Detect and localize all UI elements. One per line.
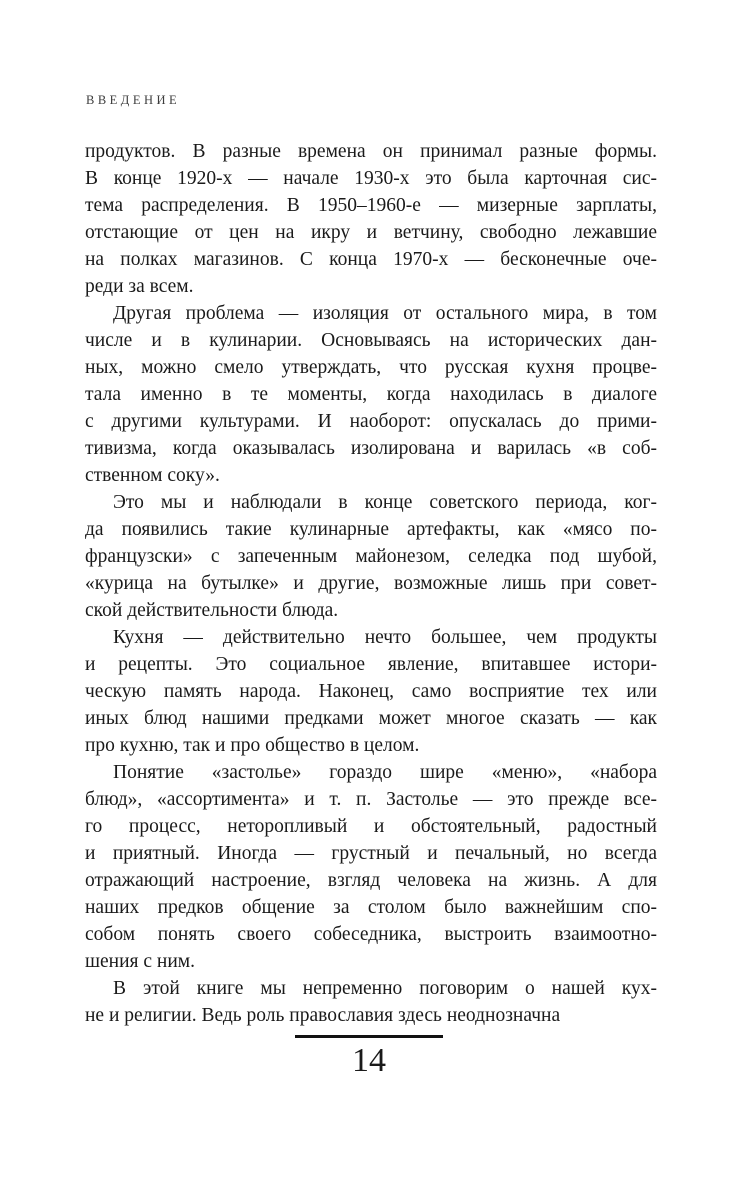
text-line: про кухню, так и про общество в целом.: [85, 735, 420, 756]
text-line: французски» с запеченным майонезом, селедка под шубой,: [85, 546, 657, 567]
text-line: собом понять своего собеседника, выстроить взаимоотно-: [85, 924, 657, 945]
running-header: ВВЕДЕНИЕ: [86, 93, 181, 107]
text-line: продуктов. В разные времена он принимал разные формы.: [85, 141, 657, 162]
text-line: иных блюд нашими предками может многое сказать — как: [85, 708, 657, 729]
text-line: ственном соку».: [85, 465, 220, 486]
text-line: да появились такие кулинарные артефакты, как «мясо по-: [85, 519, 657, 540]
text-line: и рецепты. Это социальное явление, впитавшее истори-: [85, 654, 657, 675]
text-line: Другая проблема — изоляция от остального мира, в том: [113, 303, 657, 324]
text-line: Кухня — действительно нечто большее, чем продукты: [113, 627, 657, 648]
text-line: тема распределения. В 1950–1960-е — мизерные зарплаты,: [85, 195, 657, 216]
text-line: Это мы и наблюдали в конце советского периода, ког-: [113, 492, 657, 513]
text-line: ческую память народа. Наконец, само восприятие тех или: [85, 681, 657, 702]
paragraph: [85, 138, 657, 300]
footer-rule: [295, 1035, 443, 1038]
paragraph: [85, 624, 657, 759]
text-line: отражающий настроение, взгляд человека на жизнь. А для: [85, 870, 657, 891]
text-line: отстающие от цен на икру и ветчину, свободно лежавшие: [85, 222, 657, 243]
text-line: В этой книге мы непременно поговорим о нашей кух-: [113, 978, 657, 999]
text-line: тала именно в те моменты, когда находилась в диалоге: [85, 384, 657, 405]
text-line: числе и в кулинарии. Основываясь на исторических дан-: [85, 330, 657, 351]
text-line: «курица на бутылке» и другие, возможные лишь при совет-: [85, 573, 657, 594]
text-line: тивизма, когда оказывалась изолирована и варилась «в соб-: [85, 438, 657, 459]
text-line: го процесс, неторопливый и обстоятельный, радостный: [85, 816, 657, 837]
page-number: 14: [352, 1041, 386, 1079]
page-footer: [0, 1035, 738, 1080]
paragraph: [85, 489, 657, 624]
paragraph: [85, 975, 657, 1029]
text-line: ской действительности блюда.: [85, 600, 339, 621]
text-line: и приятный. Иногда — грустный и печальный, но всегда: [85, 843, 657, 864]
text-line: ных, можно смело утверждать, что русская кухня процве-: [85, 357, 657, 378]
text-line: с другими культурами. И наоборот: опускалась до прими-: [85, 411, 657, 432]
text-line: не и религии. Ведь роль православия здесь неоднозначна: [85, 1005, 561, 1026]
text-line: Понятие «застолье» гораздо шире «меню», «набора: [113, 762, 657, 783]
page-body: [85, 138, 657, 1029]
text-line: на полках магазинов. С конца 1970-х — бесконечные оче-: [85, 249, 657, 270]
text-line: В конце 1920-х — начале 1930-х это была карточная сис-: [85, 168, 657, 189]
paragraph: [85, 300, 657, 489]
paragraph: [85, 759, 657, 975]
text-line: реди за всем.: [85, 276, 194, 297]
text-line: наших предков общение за столом было важнейшим спо-: [85, 897, 657, 918]
text-line: блюд», «ассортимента» и т. п. Застолье — это прежде все-: [85, 789, 657, 810]
text-line: шения с ним.: [85, 951, 196, 972]
